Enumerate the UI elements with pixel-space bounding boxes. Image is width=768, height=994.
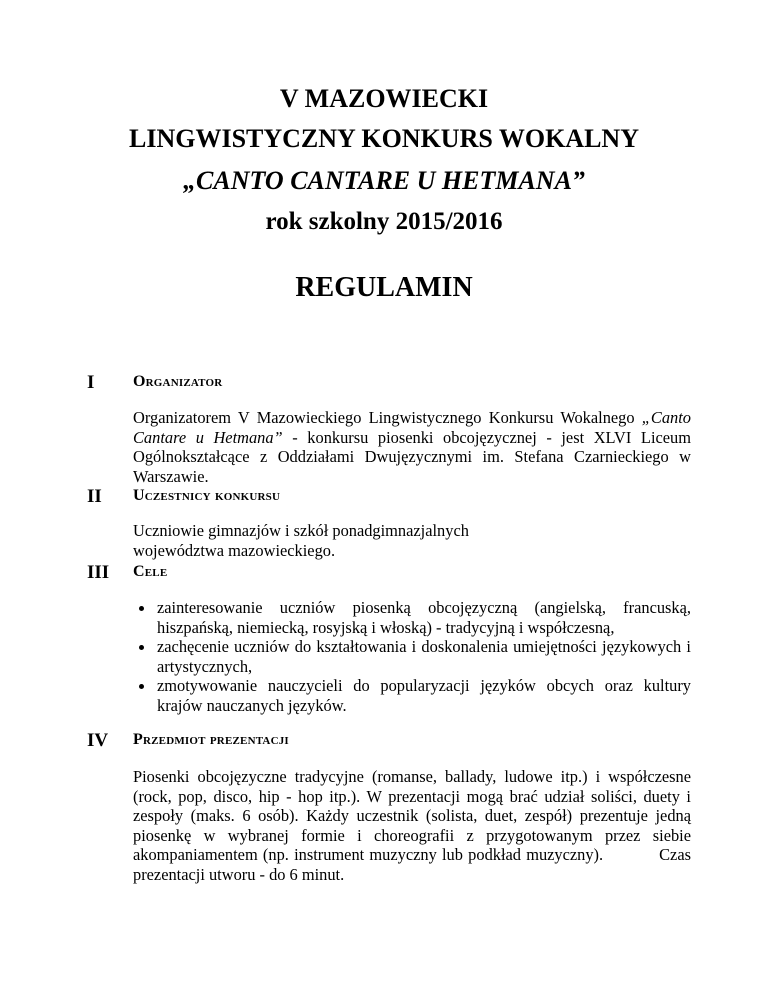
bullet-icon <box>139 645 144 650</box>
section-number: III <box>87 562 110 583</box>
bullet-icon <box>139 684 144 689</box>
section-body <box>133 767 691 885</box>
header-line-3: „CANTO CANTARE U HETMANA” <box>183 166 585 195</box>
section-title: Cele <box>133 563 168 580</box>
header-line-2: LINGWISTYCZNY KONKURS WOKALNY <box>129 124 639 153</box>
bullet-icon <box>139 606 144 611</box>
section-number: I <box>87 372 95 393</box>
goals-list <box>133 598 691 716</box>
section-number: II <box>87 486 102 507</box>
list-item: zmotywowanie nauczycieli do popularyzacji języków obcych oraz kultury krajów nauczanych języków. <box>133 676 691 715</box>
body-text: Organizatorem V Mazowieckiego Lingwistycznego Konkursu Wokalnego <box>133 408 642 427</box>
body-text: Uczniowie gimnazjów i szkół ponadgimnazjalnych województwa mazowieckiego. <box>133 521 469 560</box>
document-title: REGULAMIN <box>295 272 473 303</box>
section-body <box>133 408 691 486</box>
school-year: rok szkolny 2015/2016 <box>265 208 503 235</box>
list-item: zainteresowanie uczniów piosenką obcojęzyczną (angielską, francuską, hiszpańską, niemiecką, rosyjską i włoską) - tradycyjną i współczesną, <box>133 598 691 637</box>
body-text: Piosenki obcojęzyczne tradycyjne (romanse, ballady, ludowe itp.) i współczesne (rock, pop, disco, hip - hop itp.). W prezentacji mogą brać udział soliści, duety i zespoły (maks. 6 osób). Każdy uczestnik (solista, duet, zespół) prezentuje jedną piosenkę w wybranej formie i choreografii z przygotowanym przez siebie akompaniamentem (np. instrument muzyczny lub podkład muzyczny). <box>133 767 691 865</box>
header-line-1: V MAZOWIECKI <box>279 84 489 113</box>
section-title: Uczestnicy konkursu <box>133 487 281 504</box>
body-text: Czas prezentacji utworu - do 6 minut. <box>133 845 691 884</box>
contest-name: „Canto Cantare u Hetmana” <box>133 408 691 447</box>
section-title: Przedmiot prezentacji <box>133 731 289 748</box>
section-number: IV <box>87 730 109 751</box>
section-title: Organizator <box>133 373 223 390</box>
section-body <box>133 598 691 716</box>
body-text: - konkursu piosenki obcojęzycznej - jest XLVI Liceum Ogólnokształcące z Oddziałami Dwujęzycznymi im. Stefana Czarnieckiego w Warszawie. <box>133 427 691 486</box>
section-body <box>133 521 553 560</box>
list-item: zachęcenie uczniów do kształtowania i doskonalenia umiejętności językowych i artystycznych, <box>133 637 691 676</box>
